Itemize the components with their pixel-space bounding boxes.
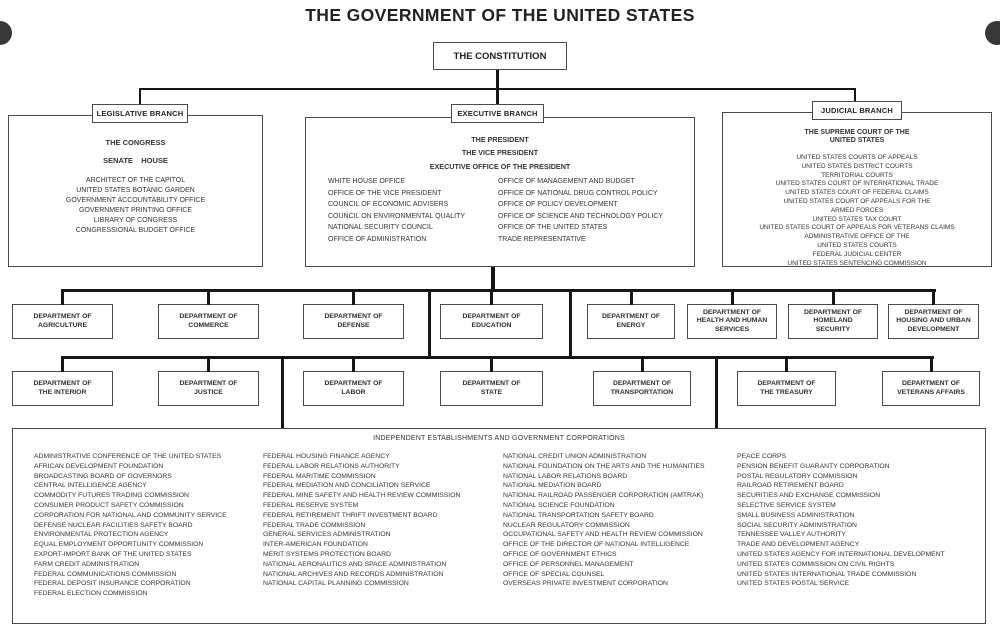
eop-office: OFFICE OF THE VICE PRESIDENT [328, 189, 442, 197]
independent-agency-column-3 [503, 452, 705, 589]
independent-agency: SOCIAL SECURITY ADMINISTRATION [737, 521, 857, 529]
eop-office: OFFICE OF NATIONAL DRUG CONTROL POLICY [498, 189, 658, 197]
independent-agency: OFFICE OF SPECIAL COUNSEL [503, 570, 605, 578]
eop-office: COUNCIL OF ECONOMIC ADVISERS [328, 201, 449, 209]
independent-agency: FEDERAL MINE SAFETY AND HEALTH REVIEW COMMISSION [263, 492, 461, 500]
judicial-branch-box [722, 112, 992, 267]
independent-agency: UNITED STATES POSTAL SERVICE [737, 580, 850, 588]
department-row-1 [0, 304, 1000, 339]
judicial-branch-label: JUDICIAL BRANCH [812, 101, 902, 120]
independent-agency: EQUAL EMPLOYMENT OPPORTUNITY COMMISSION [34, 541, 204, 549]
department-box: DEPARTMENT OF TRANSPORTATION [593, 371, 691, 406]
department-box: DEPARTMENT OF VETERANS AFFAIRS [882, 371, 980, 406]
legislative-agency: GOVERNMENT ACCOUNTABILITY OFFICE [65, 197, 206, 204]
court-item: UNITED STATES COURT OF FEDERAL CLAIMS [785, 189, 929, 197]
independent-establishments-box [12, 428, 986, 624]
department-box: DEPARTMENT OF THE TREASURY [737, 371, 836, 406]
independent-agency: TRADE AND DEVELOPMENT AGENCY [737, 541, 860, 549]
independent-agency: FEDERAL TRADE COMMISSION [263, 521, 366, 529]
eop-office: WHITE HOUSE OFFICE [328, 178, 405, 185]
legislative-agency: UNITED STATES BOTANIC GARDEN [76, 187, 195, 194]
court-item: FEDERAL JUDICIAL CENTER [812, 250, 902, 258]
independent-agency-column-1 [34, 452, 227, 599]
eop-heading: EXECUTIVE OFFICE OF THE PRESIDENT [429, 162, 571, 171]
legislative-agency: LIBRARY OF CONGRESS [93, 217, 178, 224]
department-row-2 [0, 371, 1000, 406]
independent-agency: OFFICE OF GOVERNMENT ETHICS [503, 550, 617, 558]
independent-agency: NATIONAL MEDIATION BOARD [503, 482, 602, 490]
independent-agency: FEDERAL COMMUNICATIONS COMMISSION [34, 570, 177, 578]
congress-heading: THE CONGRESS [105, 138, 166, 147]
independent-agency: SMALL BUSINESS ADMINISTRATION [737, 511, 855, 519]
department-box: DEPARTMENT OF STATE [440, 371, 543, 406]
supreme-court-line: UNITED STATES [829, 137, 885, 145]
independent-agency: MERIT SYSTEMS PROTECTION BOARD [263, 550, 391, 558]
independent-agency: UNITED STATES COMMISSION ON CIVIL RIGHTS [737, 560, 895, 568]
department-box: DEPARTMENT OF DEFENSE [303, 304, 404, 339]
independent-agency: FEDERAL MEDIATION AND CONCILIATION SERVICE [263, 482, 431, 490]
court-item: UNITED STATES COURT OF APPEALS FOR THE [783, 197, 931, 205]
independent-agency-column-4 [737, 452, 945, 589]
eop-office: OFFICE OF THE UNITED STATES [498, 224, 608, 232]
court-item: ARMED FORCES [830, 206, 884, 214]
independent-agency: OCCUPATIONAL SAFETY AND HEALTH REVIEW COMMISSION [503, 531, 703, 539]
independent-agency: SELECTIVE SERVICE SYSTEM [737, 501, 836, 509]
legislative-agency: ARCHITECT OF THE CAPITOL [85, 177, 186, 184]
independent-agency: BROADCASTING BOARD OF GOVERNORS [34, 472, 172, 480]
eop-office: OFFICE OF ADMINISTRATION [328, 235, 427, 243]
senate-house-heading: SENATE HOUSE [103, 156, 168, 165]
independent-agency: AFRICAN DEVELOPMENT FOUNDATION [34, 462, 164, 470]
independent-agency: NATIONAL CREDIT UNION ADMINISTRATION [503, 453, 647, 460]
independent-agency-column-2 [263, 452, 460, 589]
independent-agency: SECURITIES AND EXCHANGE COMMISSION [737, 492, 881, 500]
court-item: UNITED STATES COURT OF INTERNATIONAL TRADE [775, 180, 939, 188]
independent-agency: COMMODITY FUTURES TRADING COMMISSION [34, 492, 189, 500]
court-item: UNITED STATES SENTENCING COMMISSION [787, 259, 927, 267]
constitution-box: THE CONSTITUTION [433, 42, 567, 70]
court-item: UNITED STATES COURT OF APPEALS FOR VETERANS CLAIMS [759, 224, 955, 232]
court-item: ADMINISTRATIVE OFFICE OF THE [804, 233, 910, 241]
independent-agency: ADMINISTRATIVE CONFERENCE OF THE UNITED STATES [34, 453, 222, 460]
president-heading: THE PRESIDENT [471, 135, 529, 144]
department-box: DEPARTMENT OF HEALTH AND HUMAN SERVICES [687, 304, 777, 339]
court-item: UNITED STATES COURTS [817, 241, 897, 249]
vice-president-heading: THE VICE PRESIDENT [461, 148, 539, 157]
independent-agency: CONSUMER PRODUCT SAFETY COMMISSION [34, 501, 184, 509]
eop-office: COUNCIL ON ENVIRONMENTAL QUALITY [328, 212, 466, 220]
independent-agency: GENERAL SERVICES ADMINISTRATION [263, 531, 391, 539]
eop-office: NATIONAL SECURITY COUNCIL [328, 224, 433, 232]
connector-branches-horizontal [139, 88, 856, 90]
independent-agency: EXPORT-IMPORT BANK OF THE UNITED STATES [34, 550, 192, 558]
court-item: UNITED STATES DISTRICT COURTS [801, 162, 913, 170]
independent-agency: CORPORATION FOR NATIONAL AND COMMUNITY SERVICE [34, 511, 227, 519]
independent-agency: NATIONAL FOUNDATION ON THE ARTS AND THE HUMANITIES [503, 462, 705, 470]
independent-agency: NUCLEAR REGULATORY COMMISSION [503, 521, 630, 529]
department-box: DEPARTMENT OF LABOR [303, 371, 404, 406]
independent-agency: OFFICE OF PERSONNEL MANAGEMENT [503, 560, 634, 568]
legislative-agency-list [9, 176, 262, 236]
independent-agency: OFFICE OF THE DIRECTOR OF NATIONAL INTELLIGENCE [503, 541, 690, 549]
independent-agency: NATIONAL CAPITAL PLANNING COMMISSION [263, 580, 409, 588]
independent-agency: PENSION BENEFIT GUARANTY CORPORATION [737, 462, 890, 470]
department-box: DEPARTMENT OF HOMELAND SECURITY [788, 304, 878, 339]
independent-agency: FARM CREDIT ADMINISTRATION [34, 560, 140, 568]
eop-office: OFFICE OF POLICY DEVELOPMENT [498, 201, 618, 209]
connector-legislative-stub [139, 88, 141, 105]
independent-agency: FEDERAL RETIREMENT THRIFT INVESTMENT BOARD [263, 511, 438, 519]
independent-agency: NATIONAL TRANSPORTATION SAFETY BOARD [503, 511, 654, 519]
independent-agency: CENTRAL INTELLIGENCE AGENCY [34, 482, 147, 490]
connector-dept-row2-horizontal [61, 356, 934, 359]
legislative-branch-label: LEGISLATIVE BRANCH [92, 104, 188, 123]
independent-agency: TENNESSEE VALLEY AUTHORITY [737, 531, 846, 539]
independent-agency: UNITED STATES INTERNATIONAL TRADE COMMISSION [737, 570, 917, 578]
judicial-court-list [723, 154, 991, 268]
independent-agency: FEDERAL ELECTION COMMISSION [34, 590, 148, 598]
independent-agency: PEACE CORPS [737, 453, 787, 460]
independent-agency: ENVIRONMENTAL PROTECTION AGENCY [34, 531, 169, 539]
court-item: UNITED STATES TAX COURT [812, 215, 902, 223]
department-box: DEPARTMENT OF EDUCATION [440, 304, 543, 339]
independent-agency: UNITED STATES AGENCY FOR INTERNATIONAL DEVELOPMENT [737, 550, 945, 558]
independent-agency: NATIONAL SCIENCE FOUNDATION [503, 501, 615, 509]
independent-agency: FEDERAL HOUSING FINANCE AGENCY [263, 453, 390, 460]
department-box: DEPARTMENT OF HOUSING AND URBAN DEVELOPMENT [888, 304, 979, 339]
eop-office: TRADE REPRESENTATIVE [498, 235, 586, 243]
independent-agency: FEDERAL DEPOSIT INSURANCE CORPORATION [34, 580, 191, 588]
independent-agency: INTER-AMERICAN FOUNDATION [263, 541, 368, 549]
independent-agency: NATIONAL LABOR RELATIONS BOARD [503, 472, 628, 480]
eop-office: OFFICE OF MANAGEMENT AND BUDGET [498, 178, 635, 185]
independent-agency: POSTAL REGULATORY COMMISSION [737, 472, 858, 480]
independent-agency: FEDERAL LABOR RELATIONS AUTHORITY [263, 462, 400, 470]
supreme-court-line: THE SUPREME COURT OF THE [804, 129, 910, 136]
department-box: DEPARTMENT OF COMMERCE [158, 304, 259, 339]
page-title: THE GOVERNMENT OF THE UNITED STATES [305, 5, 695, 25]
independent-agency: OVERSEAS PRIVATE INVESTMENT CORPORATION [503, 580, 668, 588]
court-item: UNITED STATES COURTS OF APPEALS [796, 154, 918, 161]
independent-agency: FEDERAL MARITIME COMMISSION [263, 472, 376, 480]
independent-agency: NATIONAL RAILROAD PASSENGER CORPORATION (AMTRAK) [503, 492, 704, 500]
independent-agency: NATIONAL ARCHIVES AND RECORDS ADMINISTRATION [263, 570, 444, 578]
eop-office: OFFICE OF SCIENCE AND TECHNOLOGY POLICY [498, 212, 664, 220]
department-box: DEPARTMENT OF ENERGY [587, 304, 675, 339]
independent-agency: FEDERAL RESERVE SYSTEM [263, 501, 359, 509]
connector-dept-row1-horizontal [61, 289, 936, 292]
independent-agency: RAILROAD RETIREMENT BOARD [737, 482, 844, 490]
department-box: DEPARTMENT OF AGRICULTURE [12, 304, 113, 339]
legislative-branch-box [8, 115, 263, 267]
independent-agency: DEFENSE NUCLEAR FACILITIES SAFETY BOARD [34, 521, 193, 529]
legislative-agency: GOVERNMENT PRINTING OFFICE [78, 207, 193, 214]
independent-agency: NATIONAL AERONAUTICS AND SPACE ADMINISTRATION [263, 560, 447, 568]
legislative-agency: CONGRESSIONAL BUDGET OFFICE [75, 227, 196, 234]
eop-office-list-right [498, 176, 663, 246]
supreme-court-heading [723, 129, 991, 145]
department-box: DEPARTMENT OF JUSTICE [158, 371, 259, 406]
eop-office-list-left [328, 176, 465, 246]
executive-branch-label: EXECUTIVE BRANCH [451, 104, 544, 123]
court-item: TERRITORIAL COURTS [821, 171, 893, 179]
connector-judicial-stub [854, 88, 856, 102]
executive-branch-box [305, 117, 695, 267]
independent-establishments-header: INDEPENDENT ESTABLISHMENTS AND GOVERNMENT CORPORATIONS [373, 435, 625, 442]
department-box: DEPARTMENT OF THE INTERIOR [12, 371, 113, 406]
